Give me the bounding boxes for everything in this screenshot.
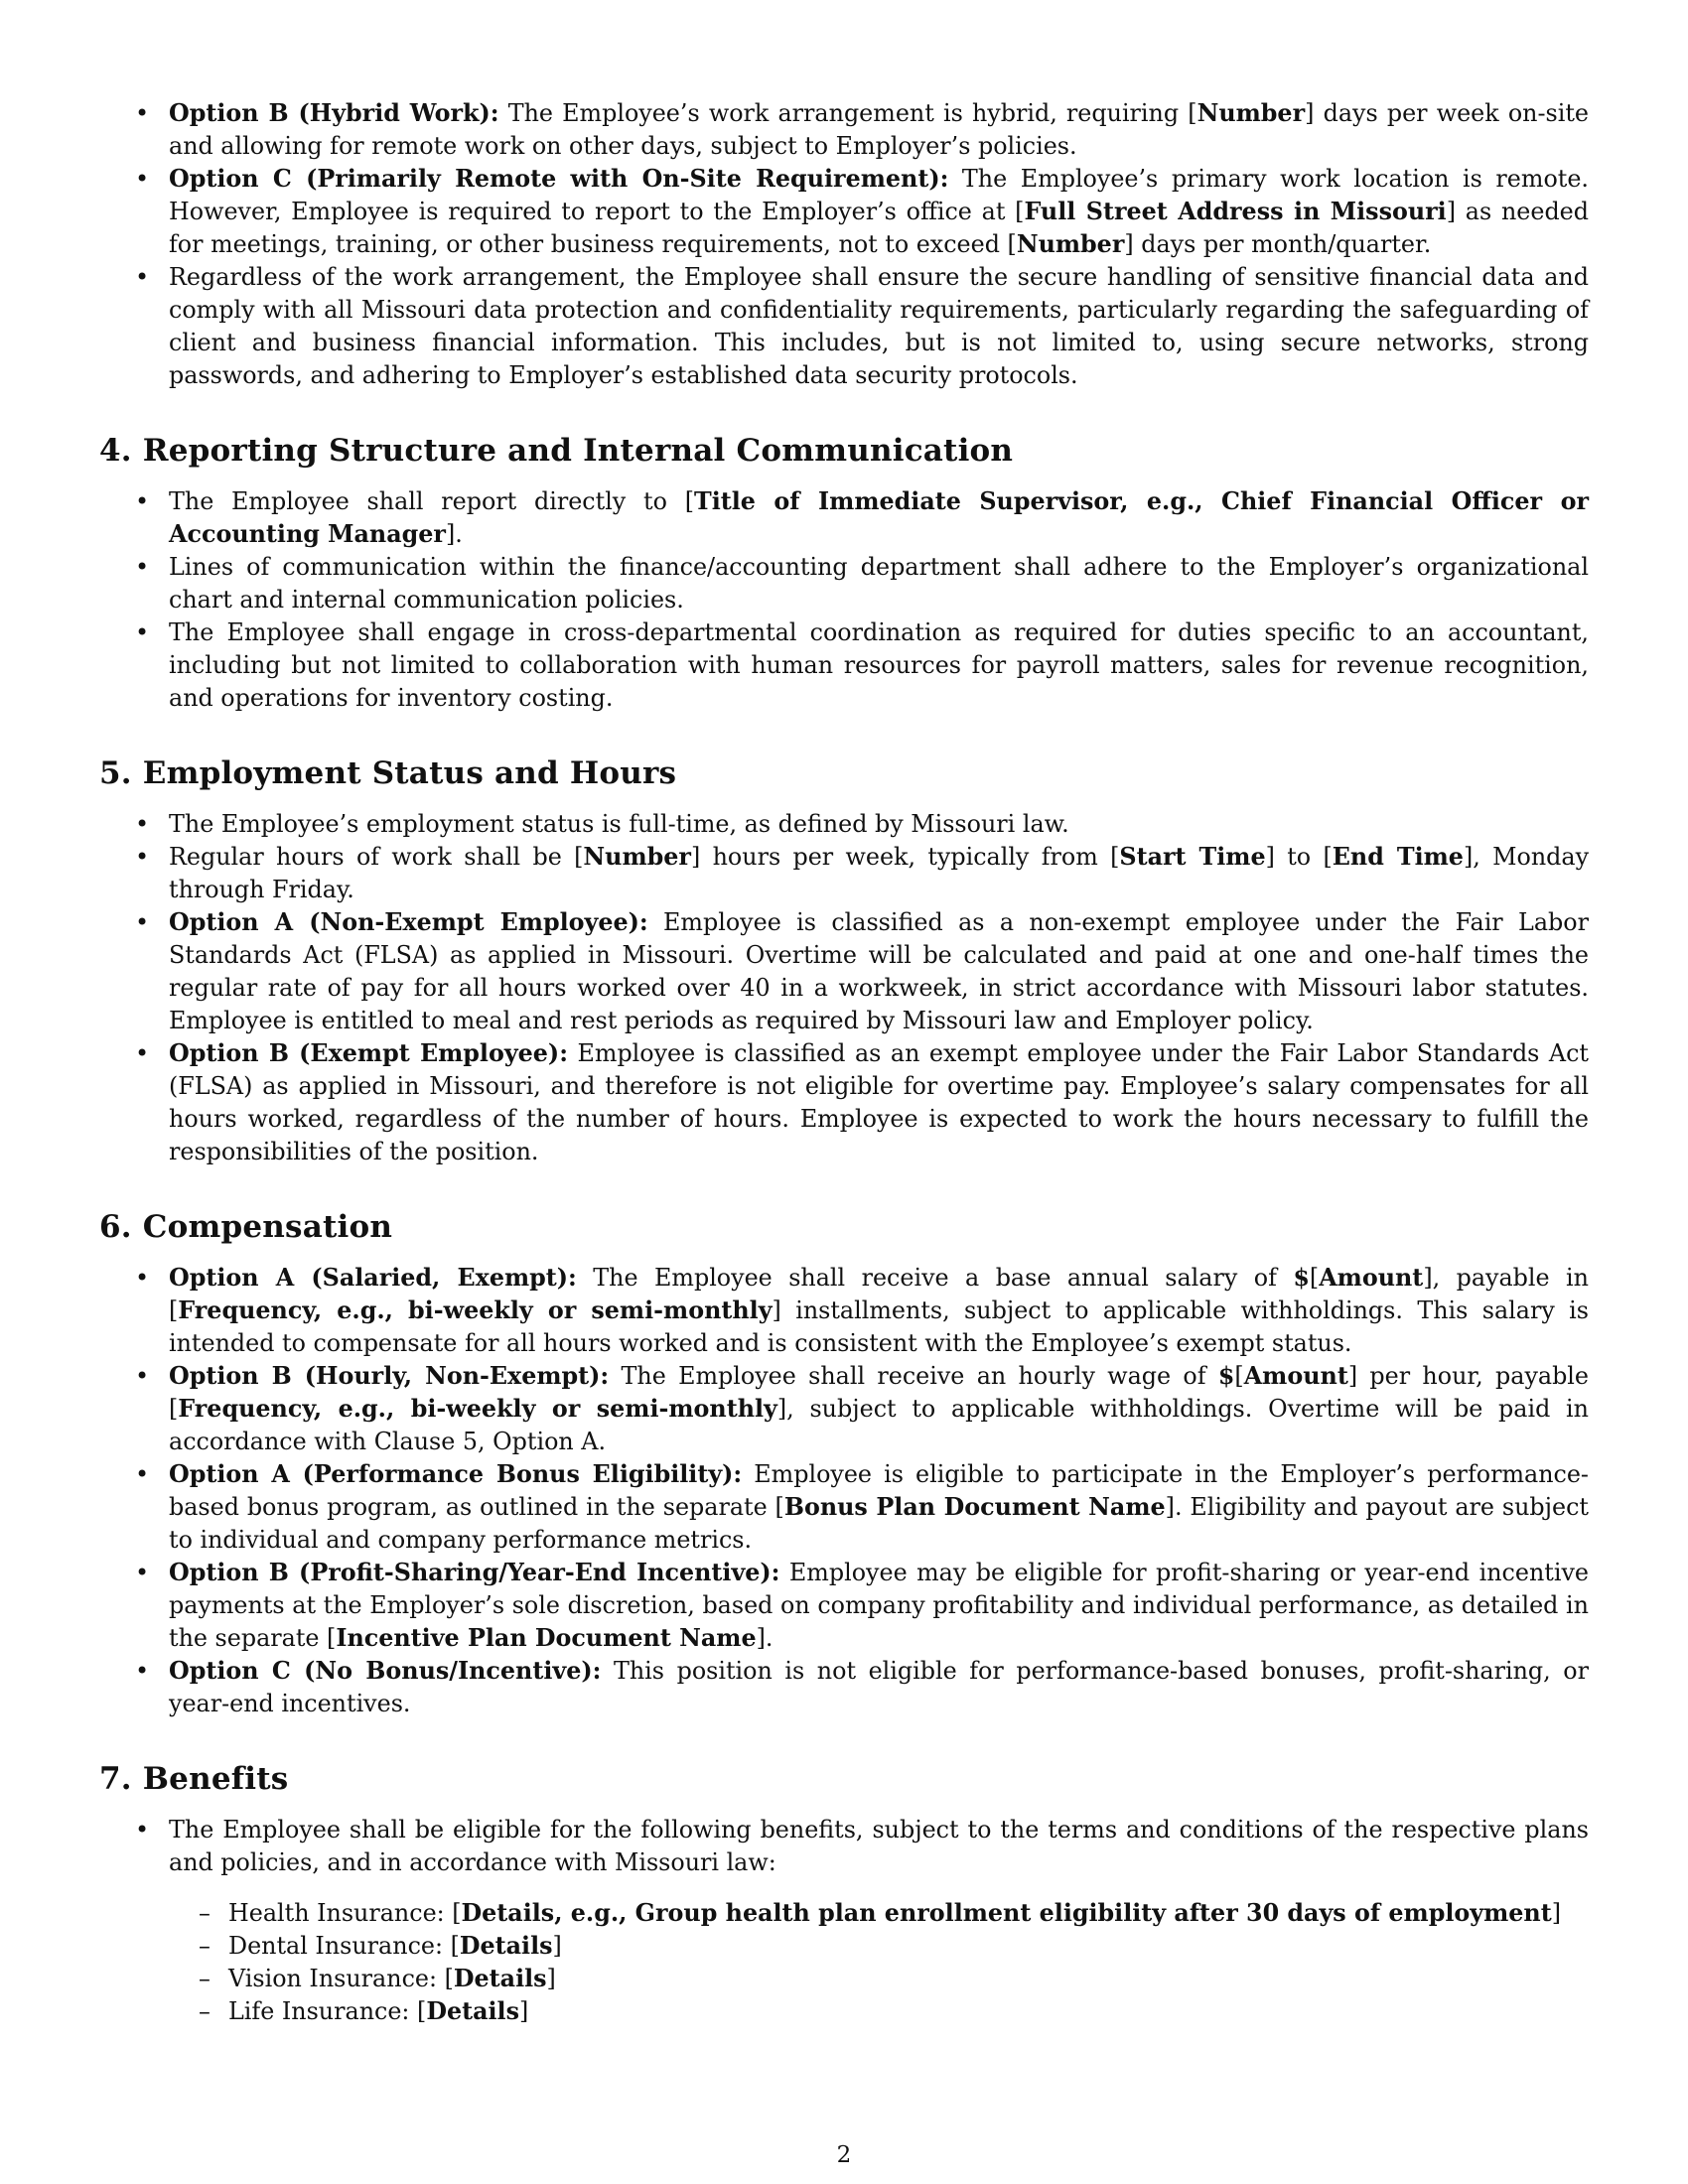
placeholder-field: Details [459, 1932, 553, 1960]
placeholder-field: Frequency, e.g., bi-weekly or semi-monthly [178, 1297, 773, 1324]
benefit-label: Health Insurance: [228, 1899, 453, 1927]
list-item: • Regular hours of work shall be [Number] hours per week, typically from [Start Time] to [End Time], Monday through Friday. [99, 841, 1589, 906]
list-item: • Option B (Profit-Sharing/Year-End Incentive): Employee may be eligible for profit-sharing or year-end incentive payments at the Employer’s sole discretion, based on company profitability and individual performance, as detailed in the separate [Incentive Plan Document Name]. [99, 1557, 1589, 1655]
benefit-item: – Life Insurance: [Details] [169, 1995, 1589, 2028]
list-item: • Option C (No Bonus/Incentive): This position is not eligible for performance-based bonuses, profit-sharing, or year-end incentives. [99, 1655, 1589, 1720]
benefit-item: – Health Insurance: [Details, e.g., Group health plan enrollment eligibility after 30 days of employment] [169, 1897, 1589, 1930]
placeholder-field: Amount [1319, 1264, 1424, 1292]
list-item: • Lines of communication within the finance/accounting department shall adhere to the Employer’s organizational chart and internal communication policies. [99, 551, 1589, 616]
placeholder-field: Details [453, 1965, 547, 1992]
option-label: Option C (No Bonus/Incentive): [169, 1657, 602, 1685]
list-item: • The Employee shall report directly to [Title of Immediate Supervisor, e.g., Chief Financial Officer or Accounting Manager]. [99, 485, 1589, 551]
placeholder-field: Bonus Plan Document Name [783, 1493, 1166, 1521]
section-bullet-list [99, 808, 1589, 1168]
placeholder-field: Incentive Plan Document Name [336, 1624, 757, 1652]
placeholder-field: End Time [1332, 843, 1464, 871]
page-number: 2 [836, 2142, 852, 2168]
section-bullet-list [99, 1262, 1589, 1720]
section-heading: 7. Benefits [99, 1761, 289, 1797]
placeholder-field: Amount [1243, 1362, 1348, 1390]
section-heading: 4. Reporting Structure and Internal Communication [99, 433, 1014, 469]
option-label: Option B (Profit-Sharing/Year-End Incentive): [169, 1559, 780, 1586]
placeholder-field: Title of Immediate Supervisor, e.g., Chief Financial Officer or Accounting Manager [169, 487, 1589, 548]
section-bullet-list [99, 1814, 1589, 2028]
section-heading: 6. Compensation [99, 1209, 393, 1245]
benefit-item: – Dental Insurance: [Details] [169, 1930, 1589, 1963]
placeholder-field: Start Time [1119, 843, 1266, 871]
section-bullet-list [99, 485, 1589, 715]
benefits-sublist [169, 1897, 1589, 2028]
option-label: Option A (Non-Exempt Employee): [169, 908, 648, 936]
placeholder-field: $ [1217, 1362, 1235, 1390]
placeholder-field: $ [1293, 1264, 1310, 1292]
placeholder-field: Number [583, 843, 691, 871]
benefit-item: – Vision Insurance: [Details] [169, 1963, 1589, 1995]
list-item: • Option A (Salaried, Exempt): The Employee shall receive a base annual salary of $[Amount], payable in [Frequency, e.g., bi-weekly or semi-monthly] installments, subject to applicable withholdings. This salary is intended to compensate for all hours worked and is consistent with the Employee’s exempt status. [99, 1262, 1589, 1360]
benefit-label: Life Insurance: [228, 1997, 418, 2025]
list-item: • Option C (Primarily Remote with On-Site Requirement): The Employee’s primary work location is remote. However, Employee is required to report to the Employer’s office at [Full Street Address in Missouri] as needed for meetings, training, or other business requirements, not to exceed [Number] days per month/quarter. [99, 163, 1589, 261]
intro-bullet-list [99, 97, 1589, 392]
placeholder-field: Frequency, e.g., bi-weekly or semi-monthly [178, 1395, 777, 1423]
sections-container [99, 430, 1589, 2028]
option-label: Option A (Salaried, Exempt): [169, 1264, 577, 1292]
placeholder-field: Full Street Address in Missouri [1024, 198, 1447, 225]
benefit-label: Dental Insurance: [228, 1932, 451, 1960]
placeholder-field: Number [1196, 99, 1306, 127]
list-item: • The Employee shall be eligible for the following benefits, subject to the terms and conditions of the respective plans and policies, and in accordance with Missouri law: – Health Insurance: [Details, e.g., Group health plan enrollment eligibility after 30 days of employment] – Dental Insurance: [Details] – Vision Insurance: [Details] – Life Insurance: [Details] [99, 1814, 1589, 2028]
option-label: Option B (Hourly, Non-Exempt): [169, 1362, 610, 1390]
list-item: • Option B (Exempt Employee): Employee is classified as an exempt employee under the Fair Labor Standards Act (FLSA) as applied in Missouri, and therefore is not eligible for overtime pay. Employee’s salary compensates for all hours worked, regardless of the number of hours. Employee is expected to work the hours necessary to fulfill the responsibilities of the position. [99, 1037, 1589, 1168]
option-label: Option C (Primarily Remote with On-Site Requirement): [169, 165, 949, 193]
option-label: Option A (Performance Bonus Eligibility): [169, 1460, 743, 1488]
list-item: • Option A (Performance Bonus Eligibility): Employee is eligible to participate in the Employer’s performance-based bonus program, as outlined in the separate [Bonus Plan Document Name]. Eligibility and payout are subject to individual and company performance metrics. [99, 1458, 1589, 1557]
section-heading: 5. Employment Status and Hours [99, 755, 677, 791]
benefit-label: Vision Insurance: [228, 1965, 445, 1992]
option-label: Option B (Hybrid Work): [169, 99, 499, 127]
list-item: • Option B (Hybrid Work): The Employee’s work arrangement is hybrid, requiring [Number] days per week on-site and allowing for remote work on other days, subject to Employer’s policies. [99, 97, 1589, 163]
option-label: Option B (Exempt Employee): [169, 1039, 568, 1067]
placeholder-field: Details [426, 1997, 519, 2025]
placeholder-field: Details, e.g., Group health plan enrollment eligibility after 30 days of employment [461, 1899, 1552, 1927]
placeholder-field: Number [1016, 230, 1125, 258]
list-item: • Option B (Hourly, Non-Exempt): The Employee shall receive an hourly wage of $[Amount] per hour, payable [Frequency, e.g., bi-weekly or semi-monthly], subject to applicable withholdings. Overtime will be paid in accordance with Clause 5, Option A. [99, 1360, 1589, 1458]
document-page [99, 97, 1589, 2028]
list-item: • Regardless of the work arrangement, the Employee shall ensure the secure handling of sensitive financial data and comply with all Missouri data protection and confidentiality requirements, particularly regarding the safeguarding of client and business financial information. This includes, but is not limited to, using secure networks, strong passwords, and adhering to Employer’s established data security protocols. [99, 261, 1589, 392]
list-item: • Option A (Non-Exempt Employee): Employee is classified as a non-exempt employee under the Fair Labor Standards Act (FLSA) as applied in Missouri. Overtime will be calculated and paid at one and one-half times the regular rate of pay for all hours worked over 40 in a workweek, in strict accordance with Missouri labor statutes. Employee is entitled to meal and rest periods as required by Missouri law and Employer policy. [99, 906, 1589, 1037]
list-item: • The Employee shall engage in cross-departmental coordination as required for duties specific to an accountant, including but not limited to collaboration with human resources for payroll matters, sales for revenue recognition, and operations for inventory costing. [99, 616, 1589, 715]
list-item: • The Employee’s employment status is full-time, as defined by Missouri law. [99, 808, 1589, 841]
